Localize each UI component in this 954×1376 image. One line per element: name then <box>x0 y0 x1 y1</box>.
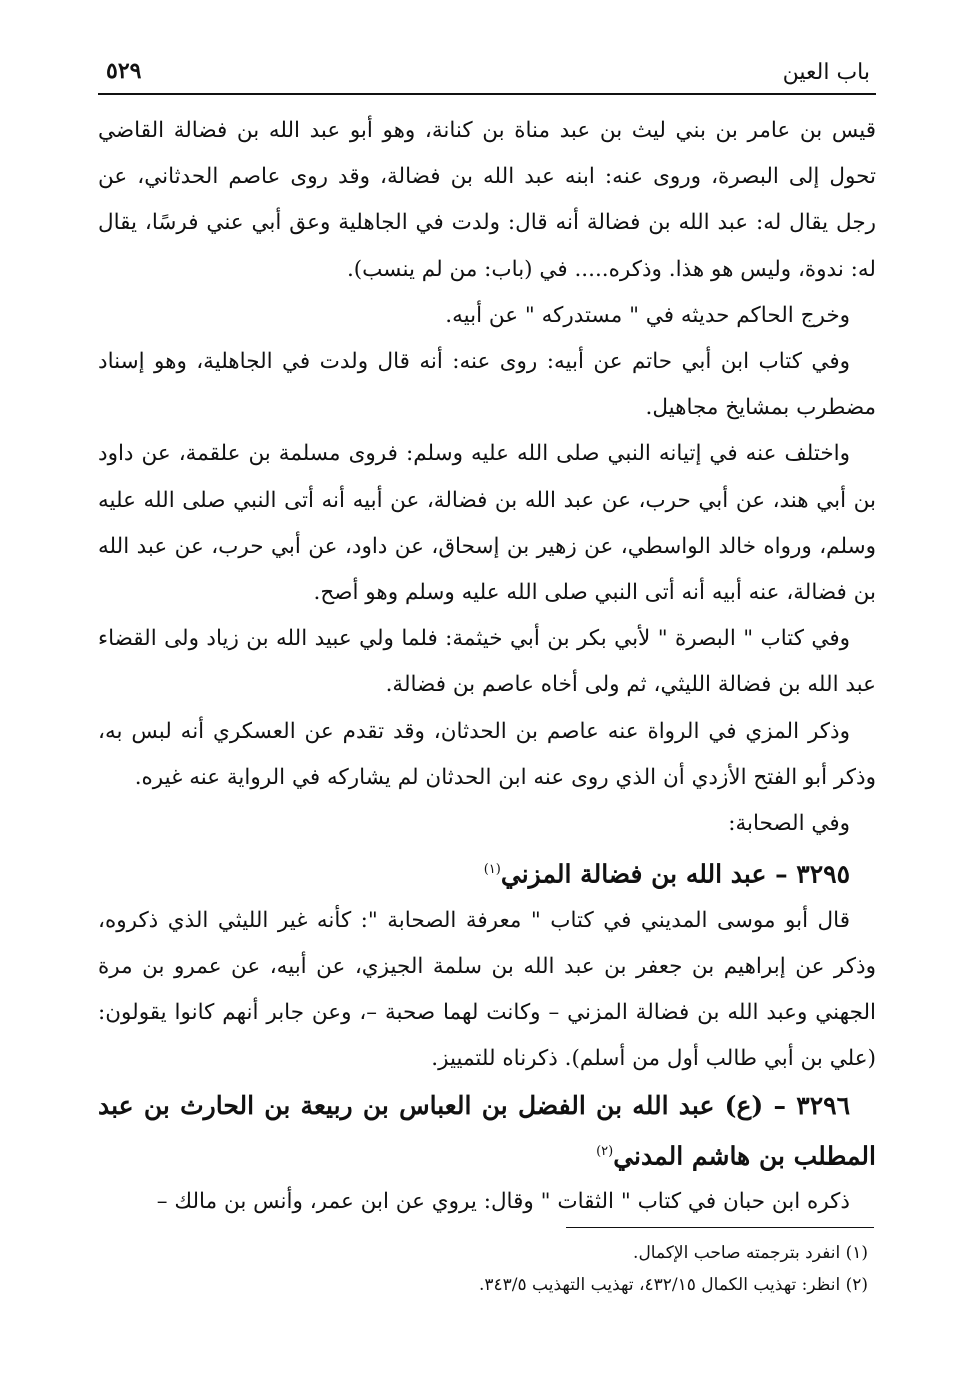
paragraph: قال أبو موسى المديني في كتاب " معرفة الصحابة ": كأنه غير الليثي الذي ذكروه، وذكر عن إبراهيم بن جعفر بن عبد الله بن سلمة الجيزي، عن أبيه، عن عمرو بن مرة الجهني وعبد الله بن فضالة المزني – وكانت لهما صحبة –، وعن جابر أنهم كانوا يقولون: (علي بن أبي طالب أول من أسلم). ذكرناه للتمييز. <box>98 907 876 1072</box>
entry-heading <box>98 847 876 898</box>
paragraph: قيس بن عامر بن بني ليث بن عبد مناة بن كنانة، وهو أبو عبد الله بن فضالة القاضي تحول إلى البصرة، وروى عنه: ابنه عبد الله بن فضالة، وقد روى عاصم الحدثاني، عن رجل يقال له: عبد الله بن فضالة أنه قال: ولدت في الجاهلية وعق أبي عني فرسًا، يقال له: ندوة، وليس هو هذا. وذكره..... في (باب: من لم ينسب). <box>98 118 876 282</box>
footnotes <box>98 1237 868 1301</box>
footnote-rule <box>566 1227 874 1228</box>
footnote-ref: (٢) <box>596 1143 614 1159</box>
chapter-title: باب العين <box>782 60 870 85</box>
header-rule <box>98 93 876 95</box>
footnote: (٢) انظر: تهذيب الكمال ٤٣٢/١٥، تهذيب التهذيب ٣٤٣/٥. <box>478 1275 868 1295</box>
entry-title: ٣٢٩٦ – (ع) عبد الله بن الفضل بن العباس بن ربيعة بن الحارث بن عبد المطلب بن هاشم المدني <box>98 1090 876 1171</box>
paragraph: وذكر المزي في الرواة عنه عاصم بن الحدثان، وقد تقدم عن العسكري أنه لبس به، وذكر أبو الفتح الأزدي أن الذي روى عنه ابن الحدثان لم يشاركه في الرواية عنه غيره. <box>98 718 876 790</box>
paragraph: واختلف عنه في إتيانه النبي صلى الله عليه وسلم: فروى مسلمة بن علقمة، عن داود بن أبي هند، عن أبي حرب، عن عبد الله بن فضالة، عن أبيه أنه أتى النبي صلى الله عليه وسلم، ورواه خالد الواسطي، عن زهير بن إسحاق، عن داود، عن أبي حرب، عن عبد الله بن فضالة، عنه أبيه أنه أتى النبي صلى الله عليه وسلم وهو أصح. <box>98 441 876 606</box>
paragraph: وفي كتاب " البصرة " لأبي بكر بن أبي خيثمة: فلما ولي عبيد الله بن زياد ولى القضاء عبد الله بن فضالة الليثي، ثم ولى أخاه عاصم بن فضالة. <box>98 626 876 698</box>
main-text <box>98 108 876 1226</box>
paragraph: وفي كتاب ابن أبي حاتم عن أبيه: روى عنه: أنه قال ولدت في الجاهلية، وهو إسناد مضطرب بمشايخ مجاهيل. <box>98 349 876 421</box>
entry-heading <box>98 1083 876 1180</box>
page-number: ٥٢٩ <box>106 58 142 84</box>
page-header <box>98 52 876 92</box>
paragraph: وخرج الحاكم حديثه في " مستدركه " عن أبيه. <box>445 302 850 328</box>
footnote: (١) انفرد بترجمته صاحب الإكمال. <box>633 1243 868 1263</box>
paragraph: وفي الصحابة: <box>728 811 850 837</box>
entry-title: ٣٢٩٥ – عبد الله بن فضالة المزني <box>500 859 850 889</box>
footnote-ref: (١) <box>483 862 501 878</box>
paragraph: ذكره ابن حبان في كتاب " الثقات " وقال: يروي عن ابن عمر، وأنس بن مالك – <box>156 1189 850 1215</box>
